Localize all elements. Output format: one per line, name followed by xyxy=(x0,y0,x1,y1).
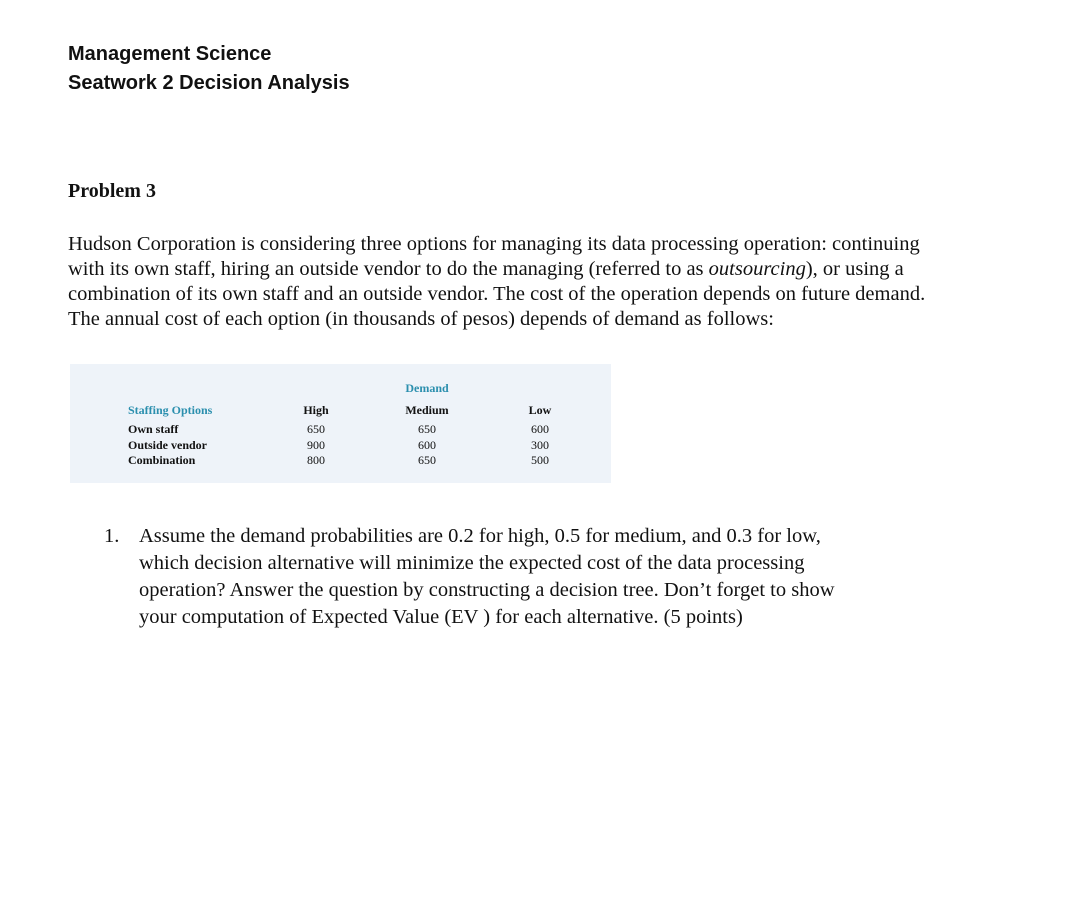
question-line-1: Assume the demand probabilities are 0.2 for high, 0.5 for medium, and 0.3 for low, xyxy=(139,525,821,547)
row-label-combination: Combination xyxy=(128,453,196,467)
cell-own-staff-high: 650 xyxy=(307,422,325,436)
cell-outside-vendor-high: 900 xyxy=(307,438,325,452)
problem-line-2-text: with its own staff, hiring an outside vendor to do the managing (referred to as xyxy=(68,258,709,280)
problem-line-2-tail: ), or using a xyxy=(805,258,904,280)
question-number: 1. xyxy=(104,525,120,547)
activity-title: Seatwork 2 Decision Analysis xyxy=(68,72,350,94)
question-line-4: your computation of Expected Value (EV ) for each alternative. (5 points) xyxy=(139,606,743,628)
problem-line-3: combination of its own staff and an outside vendor. The cost of the operation depends on future demand. xyxy=(68,283,926,305)
cell-own-staff-medium: 650 xyxy=(418,422,436,436)
column-header-medium: Medium xyxy=(405,403,449,417)
question-text xyxy=(139,523,835,631)
demand-group-header: Demand xyxy=(405,381,449,395)
problem-title: Problem 3 xyxy=(68,180,156,202)
document-header xyxy=(68,40,350,98)
question-line-2: which decision alternative will minimize the expected cost of the data processing xyxy=(139,552,805,574)
cell-outside-vendor-low: 300 xyxy=(531,438,549,452)
cost-table xyxy=(70,364,611,483)
problem-statement xyxy=(68,232,1008,332)
staffing-options-header: Staffing Options xyxy=(128,403,213,417)
column-header-high: High xyxy=(303,403,329,417)
problem-line-4: The annual cost of each option (in thousands of pesos) depends of demand as follows: xyxy=(68,308,774,330)
cell-outside-vendor-medium: 600 xyxy=(418,438,436,452)
question-line-3: operation? Answer the question by constructing a decision tree. Don’t forget to show xyxy=(139,579,835,601)
course-title: Management Science xyxy=(68,43,272,65)
cell-own-staff-low: 600 xyxy=(531,422,549,436)
column-header-low: Low xyxy=(528,403,552,417)
problem-line-2 xyxy=(68,257,1008,282)
cell-combination-low: 500 xyxy=(531,453,549,467)
outsourcing-term: outsourcing xyxy=(708,258,806,280)
row-label-own-staff: Own staff xyxy=(128,422,179,436)
cell-combination-medium: 650 xyxy=(418,453,436,467)
row-label-outside-vendor: Outside vendor xyxy=(128,438,208,452)
cell-combination-high: 800 xyxy=(307,453,325,467)
problem-line-1: Hudson Corporation is considering three options for managing its data processing operation: continuing xyxy=(68,233,920,255)
